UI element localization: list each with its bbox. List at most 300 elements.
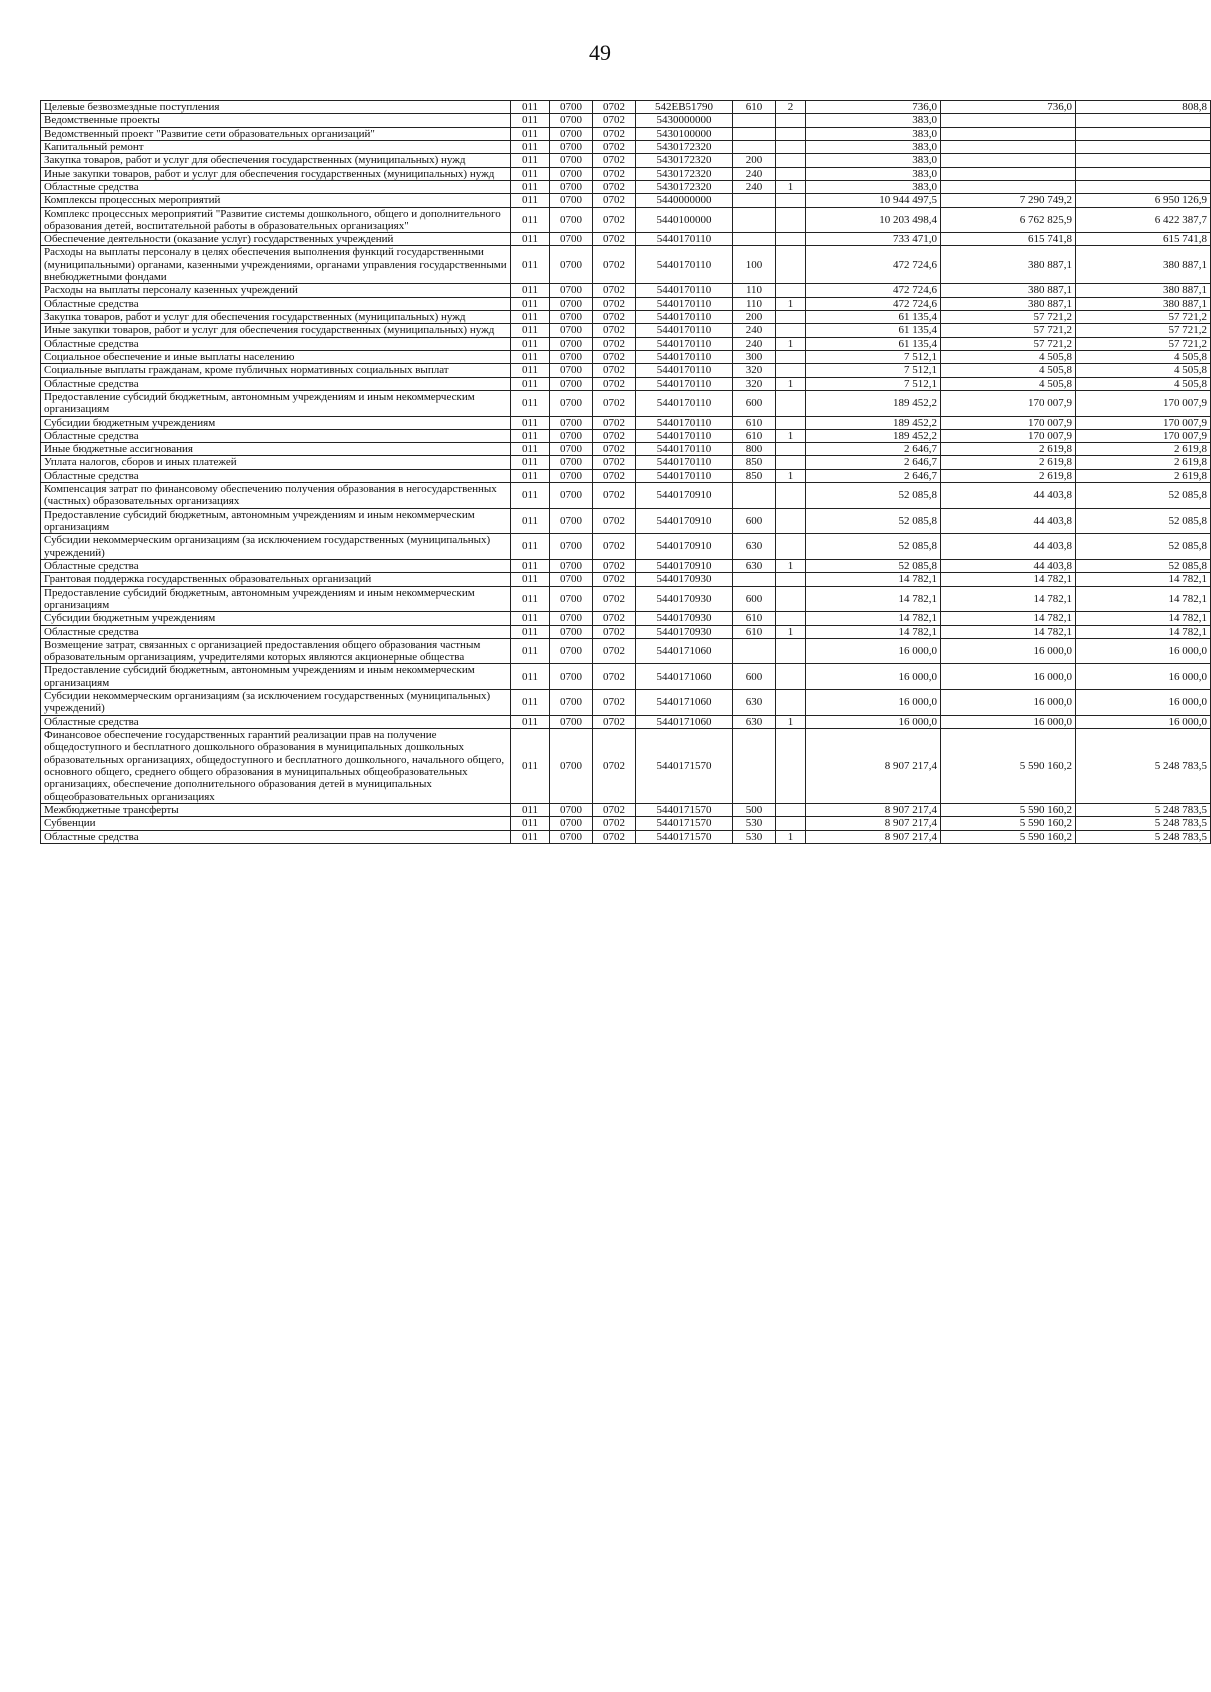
section-code-cell: 0700 (550, 508, 593, 534)
amount-year3-cell (1076, 127, 1211, 140)
target-article-cell: 5440171570 (636, 803, 733, 816)
row-name-cell: Обеспечение деятельности (оказание услуг) государственных учреждений (41, 233, 511, 246)
target-article-cell: 5440171570 (636, 830, 733, 843)
target-article-cell: 5440170110 (636, 233, 733, 246)
amount-year1-cell: 189 452,2 (806, 390, 941, 416)
target-article-cell: 5430172320 (636, 167, 733, 180)
admin-code-cell: 011 (511, 508, 550, 534)
expense-type-cell (733, 194, 776, 207)
section-code-cell: 0700 (550, 612, 593, 625)
amount-year2-cell (941, 127, 1076, 140)
amount-year3-cell: 14 782,1 (1076, 625, 1211, 638)
table-row (41, 690, 1211, 716)
target-article-cell: 5440170110 (636, 246, 733, 284)
amount-year2-cell: 44 403,8 (941, 534, 1076, 560)
subsection-code-cell: 0702 (593, 194, 636, 207)
section-code-cell: 0700 (550, 664, 593, 690)
funding-source-cell: 1 (776, 469, 806, 482)
target-article-cell: 5430172320 (636, 140, 733, 153)
amount-year3-cell (1076, 167, 1211, 180)
row-name-cell: Предоставление субсидий бюджетным, автономным учреждениям и иным некоммерческим организациям (41, 586, 511, 612)
section-code-cell: 0700 (550, 233, 593, 246)
admin-code-cell: 011 (511, 612, 550, 625)
subsection-code-cell: 0702 (593, 246, 636, 284)
funding-source-cell (776, 443, 806, 456)
table-row (41, 429, 1211, 442)
amount-year1-cell: 10 944 497,5 (806, 194, 941, 207)
subsection-code-cell: 0702 (593, 508, 636, 534)
expense-type-cell (733, 638, 776, 664)
amount-year2-cell: 14 782,1 (941, 573, 1076, 586)
subsection-code-cell: 0702 (593, 586, 636, 612)
target-article-cell: 5440170110 (636, 297, 733, 310)
amount-year1-cell: 16 000,0 (806, 664, 941, 690)
amount-year2-cell: 380 887,1 (941, 246, 1076, 284)
amount-year3-cell: 2 619,8 (1076, 443, 1211, 456)
admin-code-cell: 011 (511, 284, 550, 297)
expense-type-cell: 240 (733, 337, 776, 350)
target-article-cell: 5440170110 (636, 311, 733, 324)
expense-type-cell (733, 114, 776, 127)
amount-year1-cell: 733 471,0 (806, 233, 941, 246)
row-name-cell: Социальные выплаты гражданам, кроме публичных нормативных социальных выплат (41, 364, 511, 377)
admin-code-cell: 011 (511, 364, 550, 377)
target-article-cell: 5440170110 (636, 390, 733, 416)
amount-year2-cell: 44 403,8 (941, 508, 1076, 534)
table-row (41, 364, 1211, 377)
expense-type-cell: 600 (733, 390, 776, 416)
table-row (41, 416, 1211, 429)
subsection-code-cell: 0702 (593, 390, 636, 416)
admin-code-cell: 011 (511, 233, 550, 246)
expense-type-cell: 500 (733, 803, 776, 816)
subsection-code-cell: 0702 (593, 297, 636, 310)
row-name-cell: Иные бюджетные ассигнования (41, 443, 511, 456)
table-row (41, 207, 1211, 233)
amount-year3-cell: 808,8 (1076, 101, 1211, 114)
amount-year3-cell: 5 248 783,5 (1076, 817, 1211, 830)
admin-code-cell: 011 (511, 324, 550, 337)
amount-year1-cell: 383,0 (806, 114, 941, 127)
amount-year2-cell: 2 619,8 (941, 469, 1076, 482)
section-code-cell: 0700 (550, 586, 593, 612)
funding-source-cell: 1 (776, 377, 806, 390)
row-name-cell: Компенсация затрат по финансовому обеспечению получения образования в негосударственных (частных) образовательных организациях (41, 483, 511, 509)
amount-year3-cell: 5 248 783,5 (1076, 729, 1211, 804)
row-name-cell: Субсидии бюджетным учреждениям (41, 416, 511, 429)
amount-year1-cell: 52 085,8 (806, 534, 941, 560)
table-row (41, 817, 1211, 830)
amount-year1-cell: 61 135,4 (806, 324, 941, 337)
funding-source-cell (776, 140, 806, 153)
target-article-cell: 5440170930 (636, 625, 733, 638)
amount-year2-cell: 380 887,1 (941, 297, 1076, 310)
amount-year2-cell: 16 000,0 (941, 715, 1076, 728)
expense-type-cell: 200 (733, 311, 776, 324)
subsection-code-cell: 0702 (593, 311, 636, 324)
row-name-cell: Областные средства (41, 469, 511, 482)
target-article-cell: 5440171570 (636, 817, 733, 830)
target-article-cell: 5440170110 (636, 284, 733, 297)
expense-type-cell: 300 (733, 350, 776, 363)
expense-type-cell (733, 140, 776, 153)
target-article-cell: 5440170910 (636, 508, 733, 534)
funding-source-cell: 2 (776, 101, 806, 114)
amount-year3-cell: 6 422 387,7 (1076, 207, 1211, 233)
admin-code-cell: 011 (511, 416, 550, 429)
amount-year2-cell: 7 290 749,2 (941, 194, 1076, 207)
amount-year2-cell: 14 782,1 (941, 586, 1076, 612)
expense-type-cell: 240 (733, 180, 776, 193)
table-row (41, 194, 1211, 207)
expense-type-cell: 600 (733, 508, 776, 534)
amount-year3-cell: 14 782,1 (1076, 612, 1211, 625)
expense-type-cell: 630 (733, 559, 776, 572)
funding-source-cell (776, 311, 806, 324)
amount-year1-cell: 52 085,8 (806, 483, 941, 509)
amount-year1-cell: 8 907 217,4 (806, 803, 941, 816)
amount-year1-cell: 7 512,1 (806, 364, 941, 377)
expense-type-cell: 630 (733, 690, 776, 716)
amount-year2-cell: 5 590 160,2 (941, 817, 1076, 830)
amount-year3-cell: 5 248 783,5 (1076, 803, 1211, 816)
subsection-code-cell: 0702 (593, 456, 636, 469)
row-name-cell: Уплата налогов, сборов и иных платежей (41, 456, 511, 469)
amount-year3-cell: 52 085,8 (1076, 534, 1211, 560)
funding-source-cell (776, 612, 806, 625)
section-code-cell: 0700 (550, 140, 593, 153)
amount-year1-cell: 383,0 (806, 127, 941, 140)
amount-year2-cell: 4 505,8 (941, 377, 1076, 390)
section-code-cell: 0700 (550, 559, 593, 572)
table-row (41, 324, 1211, 337)
target-article-cell: 5440170110 (636, 456, 733, 469)
amount-year3-cell: 57 721,2 (1076, 311, 1211, 324)
amount-year2-cell: 57 721,2 (941, 311, 1076, 324)
target-article-cell: 5440170930 (636, 573, 733, 586)
section-code-cell: 0700 (550, 830, 593, 843)
target-article-cell: 5440170110 (636, 469, 733, 482)
admin-code-cell: 011 (511, 246, 550, 284)
table-row (41, 534, 1211, 560)
row-name-cell: Социальное обеспечение и иные выплаты населению (41, 350, 511, 363)
expense-type-cell: 110 (733, 284, 776, 297)
row-name-cell: Областные средства (41, 559, 511, 572)
amount-year1-cell: 383,0 (806, 140, 941, 153)
amount-year2-cell (941, 154, 1076, 167)
row-name-cell: Расходы на выплаты персоналу казенных учреждений (41, 284, 511, 297)
amount-year2-cell: 170 007,9 (941, 416, 1076, 429)
funding-source-cell (776, 534, 806, 560)
amount-year3-cell: 615 741,8 (1076, 233, 1211, 246)
subsection-code-cell: 0702 (593, 559, 636, 572)
section-code-cell: 0700 (550, 377, 593, 390)
section-code-cell: 0700 (550, 154, 593, 167)
amount-year1-cell: 2 646,7 (806, 469, 941, 482)
funding-source-cell (776, 638, 806, 664)
row-name-cell: Комплекс процессных мероприятий "Развитие системы дошкольного, общего и дополнительного образования детей, воспитательной работы в образовательных организациях" (41, 207, 511, 233)
section-code-cell: 0700 (550, 803, 593, 816)
subsection-code-cell: 0702 (593, 233, 636, 246)
expense-type-cell (733, 573, 776, 586)
subsection-code-cell: 0702 (593, 167, 636, 180)
row-name-cell: Ведомственные проекты (41, 114, 511, 127)
section-code-cell: 0700 (550, 390, 593, 416)
funding-source-cell: 1 (776, 429, 806, 442)
funding-source-cell (776, 127, 806, 140)
table-row (41, 715, 1211, 728)
section-code-cell: 0700 (550, 194, 593, 207)
subsection-code-cell: 0702 (593, 377, 636, 390)
row-name-cell: Предоставление субсидий бюджетным, автономным учреждениям и иным некоммерческим организациям (41, 664, 511, 690)
amount-year2-cell: 5 590 160,2 (941, 830, 1076, 843)
amount-year2-cell: 44 403,8 (941, 559, 1076, 572)
amount-year3-cell: 380 887,1 (1076, 297, 1211, 310)
funding-source-cell: 1 (776, 180, 806, 193)
target-article-cell: 5440170910 (636, 534, 733, 560)
funding-source-cell (776, 194, 806, 207)
expense-type-cell: 530 (733, 817, 776, 830)
admin-code-cell: 011 (511, 377, 550, 390)
funding-source-cell (776, 456, 806, 469)
admin-code-cell: 011 (511, 297, 550, 310)
funding-source-cell (776, 284, 806, 297)
funding-source-cell (776, 803, 806, 816)
table-row (41, 612, 1211, 625)
row-name-cell: Областные средства (41, 715, 511, 728)
section-code-cell: 0700 (550, 246, 593, 284)
target-article-cell: 5440100000 (636, 207, 733, 233)
row-name-cell: Финансовое обеспечение государственных гарантий реализации прав на получение общедоступного и бесплатного дошкольного образования в муниципальных дошкольных образовательных организациях, общедоступного и бесплатного дошкольного, начального общего, основного общего, среднего общего образования в муниципальных общеобразовательных организациях, обеспечение дополнительного образования детей в муниципальных общеобразовательных организациях (41, 729, 511, 804)
section-code-cell: 0700 (550, 817, 593, 830)
admin-code-cell: 011 (511, 180, 550, 193)
row-name-cell: Межбюджетные трансферты (41, 803, 511, 816)
amount-year3-cell: 57 721,2 (1076, 337, 1211, 350)
table-row (41, 573, 1211, 586)
admin-code-cell: 011 (511, 194, 550, 207)
subsection-code-cell: 0702 (593, 469, 636, 482)
admin-code-cell: 011 (511, 207, 550, 233)
amount-year3-cell (1076, 154, 1211, 167)
amount-year2-cell: 380 887,1 (941, 284, 1076, 297)
budget-sheet (40, 100, 1207, 1660)
amount-year1-cell: 61 135,4 (806, 337, 941, 350)
target-article-cell: 5440170110 (636, 429, 733, 442)
target-article-cell: 5430172320 (636, 180, 733, 193)
target-article-cell: 5430000000 (636, 114, 733, 127)
subsection-code-cell: 0702 (593, 625, 636, 638)
admin-code-cell: 011 (511, 690, 550, 716)
amount-year3-cell: 4 505,8 (1076, 350, 1211, 363)
admin-code-cell: 011 (511, 830, 550, 843)
expense-type-cell: 240 (733, 324, 776, 337)
amount-year2-cell: 57 721,2 (941, 324, 1076, 337)
amount-year1-cell: 8 907 217,4 (806, 830, 941, 843)
subsection-code-cell: 0702 (593, 101, 636, 114)
amount-year2-cell: 5 590 160,2 (941, 729, 1076, 804)
expense-type-cell: 240 (733, 167, 776, 180)
target-article-cell: 5440170910 (636, 483, 733, 509)
section-code-cell: 0700 (550, 364, 593, 377)
row-name-cell: Областные средства (41, 297, 511, 310)
expense-type-cell (733, 207, 776, 233)
amount-year1-cell: 16 000,0 (806, 638, 941, 664)
funding-source-cell (776, 573, 806, 586)
amount-year2-cell: 4 505,8 (941, 350, 1076, 363)
funding-source-cell (776, 350, 806, 363)
admin-code-cell: 011 (511, 127, 550, 140)
row-name-cell: Областные средства (41, 180, 511, 193)
funding-source-cell (776, 508, 806, 534)
section-code-cell: 0700 (550, 729, 593, 804)
subsection-code-cell: 0702 (593, 612, 636, 625)
admin-code-cell: 011 (511, 715, 550, 728)
admin-code-cell: 011 (511, 140, 550, 153)
section-code-cell: 0700 (550, 416, 593, 429)
row-name-cell: Областные средства (41, 377, 511, 390)
table-row (41, 469, 1211, 482)
subsection-code-cell: 0702 (593, 664, 636, 690)
amount-year3-cell: 16 000,0 (1076, 690, 1211, 716)
admin-code-cell: 011 (511, 456, 550, 469)
row-name-cell: Закупка товаров, работ и услуг для обеспечения государственных (муниципальных) нужд (41, 311, 511, 324)
funding-source-cell: 1 (776, 337, 806, 350)
table-row (41, 140, 1211, 153)
amount-year2-cell (941, 180, 1076, 193)
subsection-code-cell: 0702 (593, 416, 636, 429)
amount-year2-cell: 16 000,0 (941, 664, 1076, 690)
amount-year1-cell: 10 203 498,4 (806, 207, 941, 233)
expense-type-cell: 630 (733, 715, 776, 728)
funding-source-cell (776, 154, 806, 167)
target-article-cell: 5440170110 (636, 443, 733, 456)
funding-source-cell (776, 364, 806, 377)
target-article-cell: 5440171570 (636, 729, 733, 804)
target-article-cell: 5430100000 (636, 127, 733, 140)
admin-code-cell: 011 (511, 443, 550, 456)
admin-code-cell: 011 (511, 638, 550, 664)
target-article-cell: 5440171060 (636, 638, 733, 664)
table-row (41, 830, 1211, 843)
row-name-cell: Областные средства (41, 337, 511, 350)
amount-year3-cell: 52 085,8 (1076, 559, 1211, 572)
table-row (41, 311, 1211, 324)
section-code-cell: 0700 (550, 456, 593, 469)
subsection-code-cell: 0702 (593, 140, 636, 153)
subsection-code-cell: 0702 (593, 350, 636, 363)
table-row (41, 483, 1211, 509)
expense-type-cell (733, 233, 776, 246)
table-row (41, 559, 1211, 572)
target-article-cell: 5440170110 (636, 416, 733, 429)
table-row (41, 638, 1211, 664)
funding-source-cell: 1 (776, 830, 806, 843)
table-row (41, 443, 1211, 456)
amount-year2-cell: 16 000,0 (941, 638, 1076, 664)
section-code-cell: 0700 (550, 690, 593, 716)
amount-year3-cell: 170 007,9 (1076, 416, 1211, 429)
amount-year1-cell: 383,0 (806, 167, 941, 180)
expense-type-cell: 110 (733, 297, 776, 310)
expense-type-cell: 610 (733, 612, 776, 625)
table-row (41, 625, 1211, 638)
amount-year3-cell (1076, 114, 1211, 127)
funding-source-cell (776, 207, 806, 233)
amount-year3-cell: 6 950 126,9 (1076, 194, 1211, 207)
amount-year1-cell: 383,0 (806, 154, 941, 167)
amount-year1-cell: 472 724,6 (806, 246, 941, 284)
expense-type-cell: 320 (733, 364, 776, 377)
table-row (41, 284, 1211, 297)
expense-type-cell: 800 (733, 443, 776, 456)
admin-code-cell: 011 (511, 534, 550, 560)
amount-year2-cell: 615 741,8 (941, 233, 1076, 246)
amount-year3-cell (1076, 180, 1211, 193)
row-name-cell: Субвенции (41, 817, 511, 830)
amount-year3-cell: 16 000,0 (1076, 638, 1211, 664)
section-code-cell: 0700 (550, 469, 593, 482)
table-row (41, 246, 1211, 284)
row-name-cell: Иные закупки товаров, работ и услуг для обеспечения государственных (муниципальных) нужд (41, 324, 511, 337)
subsection-code-cell: 0702 (593, 534, 636, 560)
amount-year1-cell: 383,0 (806, 180, 941, 193)
row-name-cell: Субсидии бюджетным учреждениям (41, 612, 511, 625)
amount-year1-cell: 16 000,0 (806, 690, 941, 716)
amount-year1-cell: 2 646,7 (806, 443, 941, 456)
admin-code-cell: 011 (511, 311, 550, 324)
table-row (41, 297, 1211, 310)
amount-year3-cell: 16 000,0 (1076, 715, 1211, 728)
section-code-cell: 0700 (550, 127, 593, 140)
section-code-cell: 0700 (550, 534, 593, 560)
admin-code-cell: 011 (511, 469, 550, 482)
amount-year2-cell: 4 505,8 (941, 364, 1076, 377)
table-row (41, 233, 1211, 246)
section-code-cell: 0700 (550, 180, 593, 193)
target-article-cell: 5440170110 (636, 364, 733, 377)
subsection-code-cell: 0702 (593, 830, 636, 843)
amount-year1-cell: 14 782,1 (806, 625, 941, 638)
admin-code-cell: 011 (511, 729, 550, 804)
section-code-cell: 0700 (550, 337, 593, 350)
table-row (41, 664, 1211, 690)
funding-source-cell (776, 233, 806, 246)
target-article-cell: 5440170110 (636, 350, 733, 363)
funding-source-cell (776, 690, 806, 716)
section-code-cell: 0700 (550, 284, 593, 297)
amount-year2-cell: 14 782,1 (941, 612, 1076, 625)
table-row (41, 167, 1211, 180)
admin-code-cell: 011 (511, 101, 550, 114)
section-code-cell: 0700 (550, 625, 593, 638)
row-name-cell: Возмещение затрат, связанных с организацией предоставления общего образования частным образовательным организациям, учредителями которых являются акционерные общества (41, 638, 511, 664)
target-article-cell: 5440171060 (636, 690, 733, 716)
subsection-code-cell: 0702 (593, 284, 636, 297)
subsection-code-cell: 0702 (593, 443, 636, 456)
amount-year3-cell: 16 000,0 (1076, 664, 1211, 690)
amount-year3-cell (1076, 140, 1211, 153)
amount-year1-cell: 7 512,1 (806, 377, 941, 390)
subsection-code-cell: 0702 (593, 573, 636, 586)
table-row (41, 390, 1211, 416)
amount-year3-cell: 170 007,9 (1076, 390, 1211, 416)
amount-year1-cell: 14 782,1 (806, 586, 941, 612)
target-article-cell: 5440170110 (636, 324, 733, 337)
amount-year1-cell: 189 452,2 (806, 429, 941, 442)
amount-year2-cell (941, 167, 1076, 180)
admin-code-cell: 011 (511, 817, 550, 830)
funding-source-cell (776, 483, 806, 509)
